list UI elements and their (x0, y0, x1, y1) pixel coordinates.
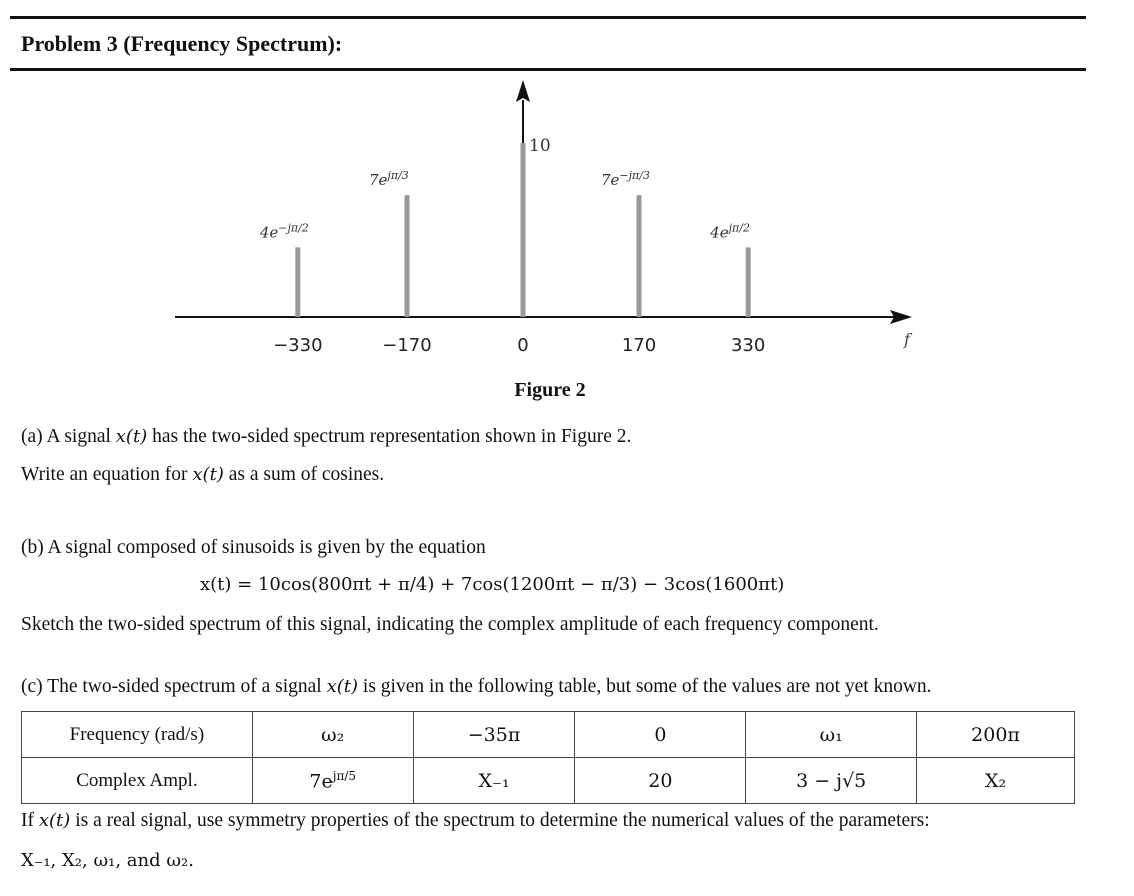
row-header-amplitude: Complex Ampl. (22, 758, 253, 804)
tick-label: −330 (273, 335, 323, 356)
tick-label: −170 (382, 335, 432, 356)
figure-caption: Figure 2 (514, 379, 586, 401)
part-b-line1: (b) A signal composed of sinusoids is given by the equation (21, 537, 486, 558)
part-a-line2: Write an equation for x(t) as a sum of cosines. (21, 464, 385, 485)
spectrum-chart (0, 70, 1134, 370)
tick-label: 170 (621, 335, 657, 356)
table-row-amplitude (22, 758, 1075, 804)
tick-label: 330 (730, 335, 766, 356)
freq-cell: ω₂ (252, 712, 413, 758)
spectrum-table (21, 711, 1075, 804)
part-c-line3: X₋₁, X₂, ω₁, and ω₂. (21, 850, 194, 871)
spectrum-stem (746, 247, 751, 317)
amplitude-label: $4e^{-j\pi/2}$ (259, 221, 309, 242)
part-b-line2: Sketch the two-sided spectrum of this signal, indicating the complex amplitude of each frequency component. (21, 614, 879, 635)
amp-cell: $7e^{j\pi/5}$ (252, 758, 413, 804)
problem-title: Problem 3 (Frequency Spectrum): (21, 31, 343, 56)
freq-cell: 200π (917, 712, 1075, 758)
amplitude-label: $4e^{j\pi/2}$ (710, 221, 750, 242)
part-a-line1: (a) A signal x(t) has the two-sided spectrum representation shown in Figure 2. (21, 426, 632, 447)
freq-cell: −35π (413, 712, 575, 758)
part-b-equation: x(t) = 10cos(800πt + π/4) + 7cos(1200πt − π/3) − 3cos(1600πt) (200, 574, 785, 595)
axis-label-f: f (904, 330, 910, 349)
spectrum-stem (521, 143, 526, 317)
amplitude-label: $7e^{-j\pi/3}$ (601, 169, 650, 190)
part-c-line1: (c) The two-sided spectrum of a signal x(t) is given in the following table, but some of the values are not yet known. (21, 676, 932, 697)
top-rule (10, 16, 1086, 19)
part-c-line2: If x(t) is a real signal, use symmetry properties of the spectrum to determine the numerical values of the parameters: (21, 810, 930, 831)
amp-cell: 3 − j√5 (746, 758, 917, 804)
freq-cell: ω₁ (746, 712, 917, 758)
spectrum-stem (637, 195, 642, 317)
spectrum-stem (405, 195, 410, 317)
spectrum-stem (295, 247, 300, 317)
table-row-frequency (22, 712, 1075, 758)
tick-label: 0 (517, 335, 529, 356)
freq-cell: 0 (575, 712, 746, 758)
amp-cell: 20 (575, 758, 746, 804)
amplitude-label: $7e^{j\pi/3}$ (369, 169, 409, 190)
row-header-frequency: Frequency (rad/s) (22, 712, 253, 758)
amp-cell: X₋₁ (413, 758, 575, 804)
amp-cell: X₂ (917, 758, 1075, 804)
amplitude-axis-arrow (516, 80, 530, 102)
amplitude-label: 10 (529, 136, 551, 156)
